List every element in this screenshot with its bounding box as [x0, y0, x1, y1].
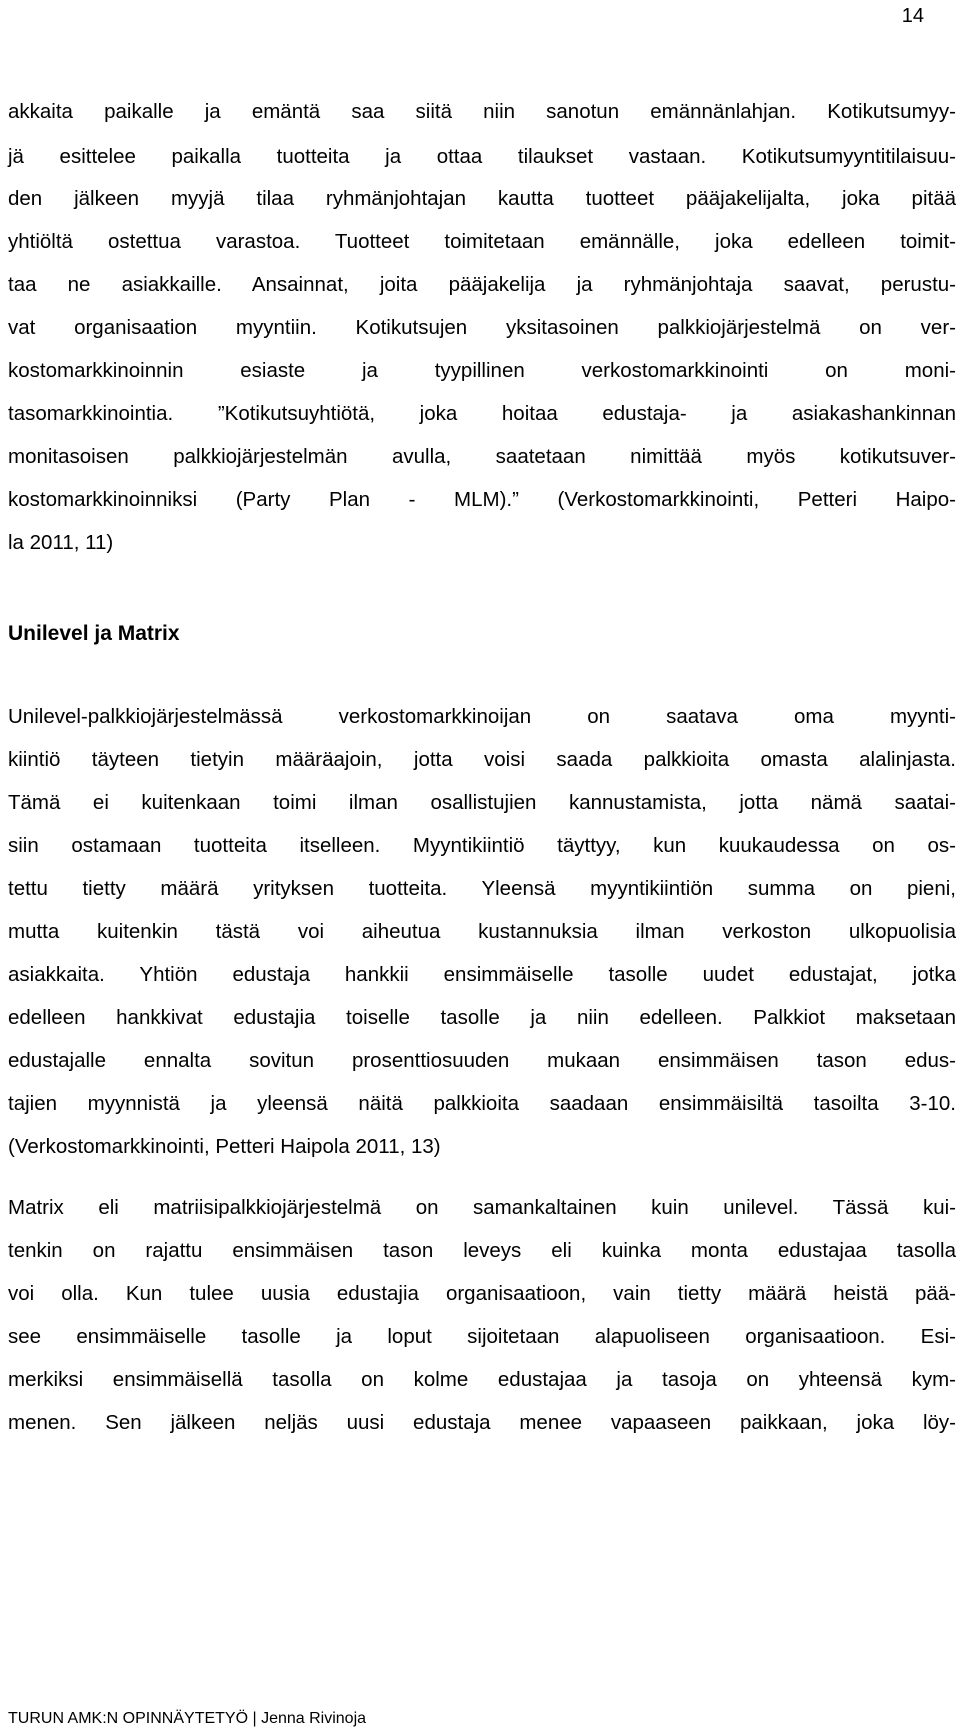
text-line: voi olla. Kun tulee uusia edustajia organisaatioon, vain tietty määrä heistä pää- — [8, 1282, 956, 1305]
text-line: tajien myynnistä ja yleensä näitä palkkioita saadaan ensimmäisiltä tasoilta 3-10. — [8, 1092, 956, 1115]
page-number: 14 — [901, 5, 924, 27]
text-line: kostomarkkinoinnin esiaste ja tyypillinen verkostomarkkinointi on moni- — [8, 359, 956, 382]
text-line: jä esittelee paikalla tuotteita ja ottaa tilaukset vastaan. Kotikutsumyyntitilaisuu- — [8, 145, 956, 168]
text-line: merkiksi ensimmäisellä tasolla on kolme edustajaa ja tasoja on yhteensä kym- — [8, 1368, 956, 1391]
text-line: Unilevel-palkkiojärjestelmässä verkostomarkkinoijan on saatava oma myynti- — [8, 705, 956, 728]
text-line: asiakkaita. Yhtiön edustaja hankkii ensimmäiselle tasolle uudet edustajat, jotka — [8, 963, 956, 986]
text-line: vat organisaation myyntiin. Kotikutsujen yksitasoinen palkkiojärjestelmä on ver- — [8, 316, 956, 339]
text-line: (Verkostomarkkinointi, Petteri Haipola 2011, 13) — [8, 1135, 441, 1158]
text-line: monitasoisen palkkiojärjestelmän avulla, saatetaan nimittää myös kotikutsuver- — [8, 445, 956, 468]
text-line: tettu tietty määrä yrityksen tuotteita. Yleensä myyntikiintiön summa on pieni, — [8, 877, 956, 900]
section-heading: Unilevel ja Matrix — [8, 622, 180, 645]
text-line: kostomarkkinoinniksi (Party Plan - MLM).” (Verkostomarkkinointi, Petteri Haipo- — [8, 488, 956, 511]
text-line: la 2011, 11) — [8, 531, 114, 554]
text-line: den jälkeen myyjä tilaa ryhmänjohtajan kautta tuotteet pääjakelijalta, joka pitää — [8, 187, 956, 210]
page-footer: TURUN AMK:N OPINNÄYTETYÖ | Jenna Rivinoja — [8, 1710, 367, 1727]
text-line: Matrix eli matriisipalkkiojärjestelmä on samankaltainen kuin unilevel. Tässä kui- — [8, 1196, 956, 1219]
text-line: tasomarkkinointia. ”Kotikutsuyhtiötä, joka hoitaa edustaja- ja asiakashankinnan — [8, 402, 956, 425]
text-line: mutta kuitenkin tästä voi aiheutua kustannuksia ilman verkoston ulkopuolisia — [8, 920, 956, 943]
text-line: yhtiöltä ostettua varastoa. Tuotteet toimitetaan emännälle, joka edelleen toimit- — [8, 230, 956, 253]
text-line: menen. Sen jälkeen neljäs uusi edustaja menee vapaaseen paikkaan, joka löy- — [8, 1411, 956, 1434]
text-line: kiintiö täyteen tietyin määräajoin, jotta voisi saada palkkioita omasta alalinjasta. — [8, 748, 956, 771]
text-line: edustajalle ennalta sovitun prosenttiosuuden mukaan ensimmäisen tason edus- — [8, 1049, 956, 1072]
text-line: Tämä ei kuitenkaan toimi ilman osallistujien kannustamista, jotta nämä saatai- — [8, 791, 956, 814]
text-line: edelleen hankkivat edustajia toiselle tasolle ja niin edelleen. Palkkiot maksetaan — [8, 1006, 956, 1029]
text-line: taa ne asiakkaille. Ansainnat, joita pääjakelija ja ryhmänjohtaja saavat, perustu- — [8, 273, 956, 296]
text-line: siin ostamaan tuotteita itselleen. Myyntikiintiö täyttyy, kun kuukaudessa on os- — [8, 834, 956, 857]
text-line: akkaita paikalle ja emäntä saa siitä niin sanotun emännänlahjan. Kotikutsumyy- — [8, 100, 956, 123]
text-line: see ensimmäiselle tasolle ja loput sijoitetaan alapuoliseen organisaatioon. Esi- — [8, 1325, 956, 1348]
text-line: tenkin on rajattu ensimmäisen tason leveys eli kuinka monta edustajaa tasolla — [8, 1239, 956, 1262]
